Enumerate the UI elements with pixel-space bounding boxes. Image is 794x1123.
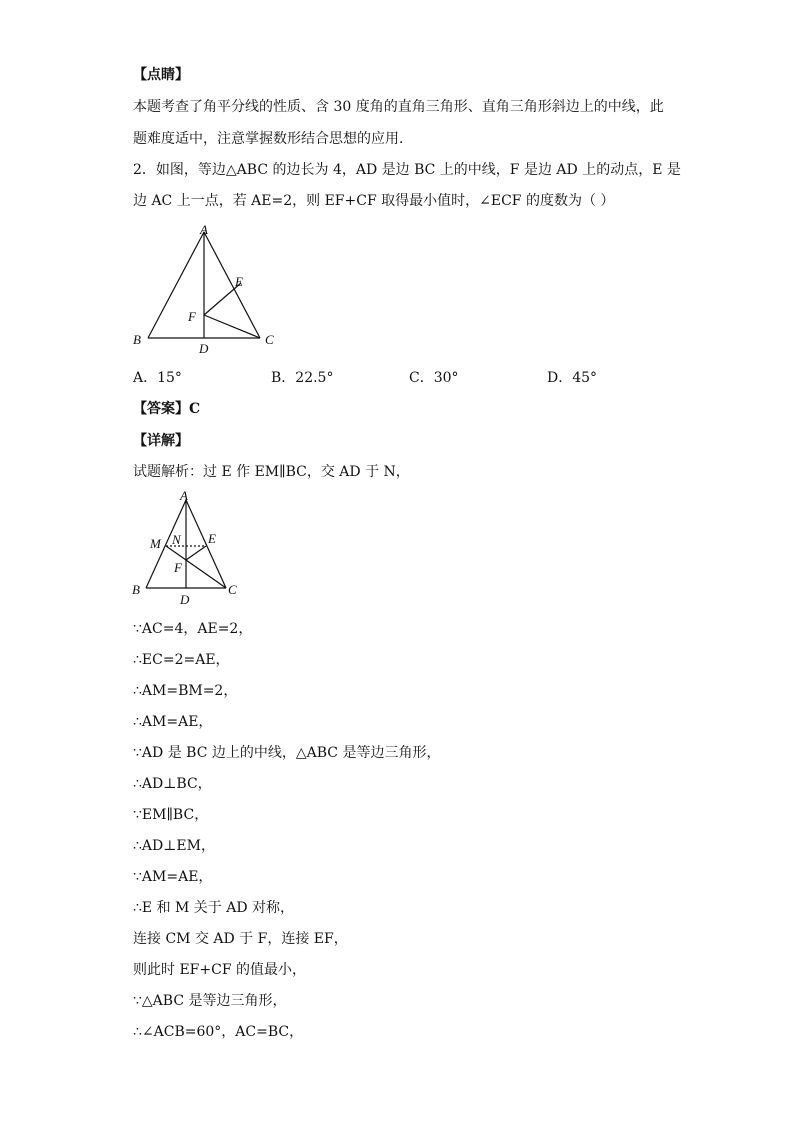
label-a: A — [200, 222, 208, 237]
label-f: F — [174, 560, 182, 575]
question-line-1: 2．如图，等边△ABC 的边长为 4，AD 是边 BC 上的中线，F 是边 AD 上的动点，E 是 — [133, 162, 681, 178]
segment-cf — [204, 315, 260, 338]
solution-step-3: ∴AM=BM=2， — [133, 683, 238, 699]
answer-line: 【答案】C — [133, 401, 201, 417]
label-m: M — [150, 536, 161, 551]
label-a: A — [180, 488, 188, 503]
solution-step-14: ∴∠ACB=60°，AC=BC， — [133, 1024, 304, 1040]
solution-intro: 试题解析：过 E 作 EM∥BC，交 AD 于 N， — [133, 464, 410, 480]
option-c: C．30° — [409, 370, 459, 386]
solution-step-7: ∵EM∥BC， — [133, 807, 209, 823]
option-d: D．45° — [547, 370, 598, 386]
detail-heading: 【详解】 — [133, 433, 189, 449]
summary-line-1: 本题考查了角平分线的性质、含 30 度角的直角三角形、直角三角形斜边上的中线，此 — [133, 99, 664, 115]
segment-ef — [186, 546, 206, 560]
solution-step-1: ∵AC=4，AE=2， — [133, 621, 253, 637]
solution-step-4: ∴AM=AE， — [133, 714, 213, 730]
question-figure — [128, 220, 288, 355]
solution-figure — [128, 488, 248, 608]
summary-line-2: 题难度适中，注意掌握数形结合思想的应用． — [133, 131, 413, 147]
option-b: B．22.5° — [271, 370, 334, 386]
label-c: C — [265, 332, 274, 347]
solution-step-5: ∵AD 是 BC 边上的中线，△ABC 是等边三角形， — [133, 745, 441, 761]
side-ac — [204, 232, 260, 338]
solution-step-13: ∵△ABC 是等边三角形， — [133, 993, 287, 1009]
label-b: B — [133, 332, 141, 347]
label-e: E — [235, 274, 243, 289]
solution-step-9: ∵AM=AE， — [133, 869, 213, 885]
solution-step-6: ∴AD⊥BC， — [133, 776, 212, 792]
label-e: E — [208, 531, 216, 546]
label-d: D — [180, 592, 190, 607]
solution-step-11: 连接 CM 交 AD 于 F，连接 EF， — [133, 931, 348, 947]
label-d: D — [199, 341, 209, 355]
question-line-2: 边 AC 上一点，若 AE=2，则 EF+CF 取得最小值时，∠ECF 的度数为（ ） — [133, 193, 615, 209]
label-n: N — [172, 532, 181, 547]
label-b: B — [132, 582, 140, 597]
section-heading-dianjing: 【点睛】 — [133, 67, 189, 83]
option-a: A．15° — [133, 370, 182, 386]
label-c: C — [228, 582, 237, 597]
solution-step-10: ∴E 和 M 关于 AD 对称， — [133, 900, 295, 916]
solution-step-12: 则此时 EF+CF 的值最小， — [133, 962, 306, 978]
solution-step-2: ∴EC=2=AE， — [133, 652, 230, 668]
solution-step-8: ∴AD⊥EM， — [133, 838, 215, 854]
side-ac — [186, 500, 226, 588]
label-f: F — [188, 309, 196, 324]
